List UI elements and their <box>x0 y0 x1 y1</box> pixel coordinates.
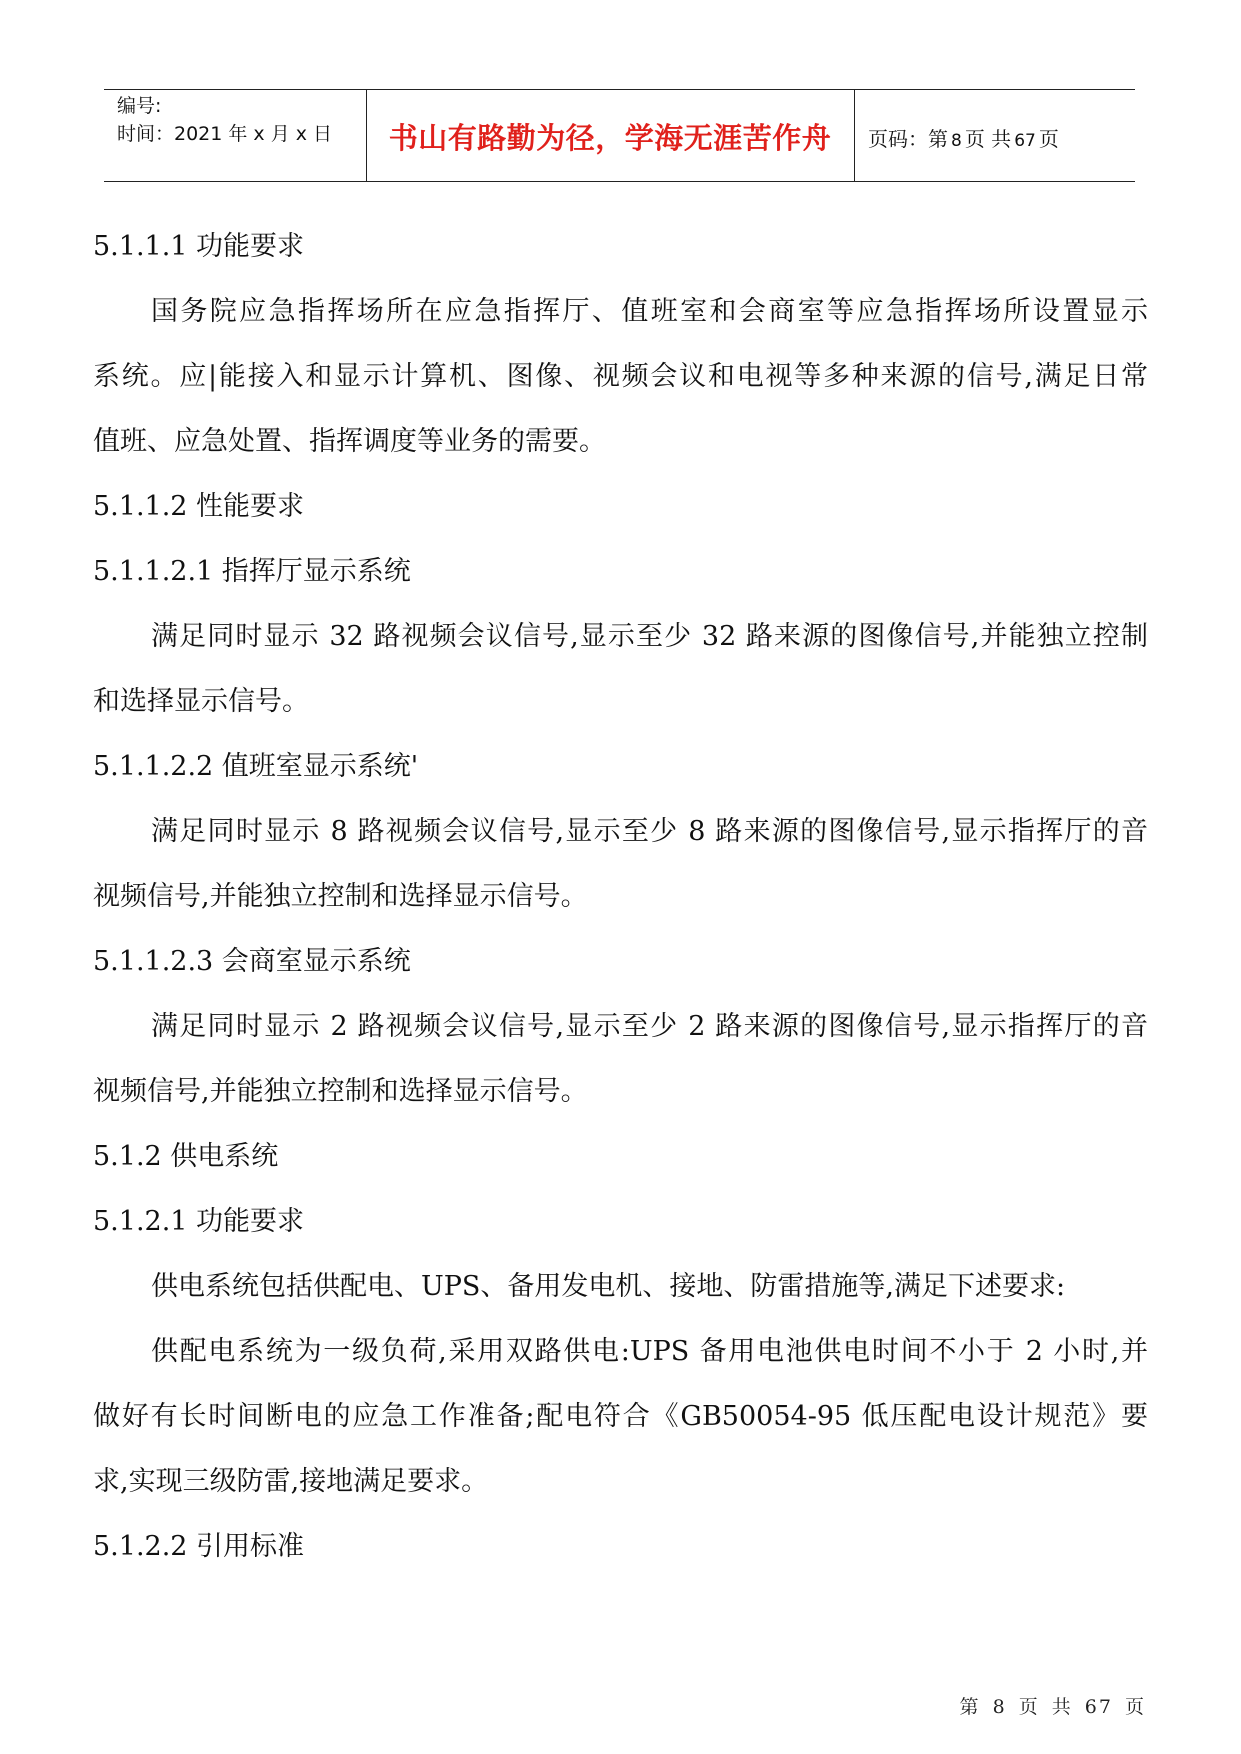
header-motto: 书山有路勤为径，学海无涯苦作舟 <box>388 121 832 155</box>
paragraph-line: 视频信号,并能独立控制和选择显示信号。 <box>93 1076 588 1107</box>
page-suffix: 页 <box>1038 127 1059 151</box>
paragraph-line: 做好有长时间断电的应急工作准备;配电符合《GB50054-95 低压配电设计规范》要 <box>93 1401 1148 1432</box>
header-meta <box>117 92 332 148</box>
page-prefix: 页码：第 <box>868 127 948 151</box>
paragraph-line: 求,实现三级防雷,接地满足要求。 <box>93 1466 489 1497</box>
header-top-rule <box>104 89 1135 90</box>
paragraph-line: 满足同时显示 2 路视频会议信号,显示至少 2 路来源的图像信号,显示指挥厅的音 <box>151 1011 1148 1042</box>
paragraph-line: 满足同时显示 32 路视频会议信号,显示至少 32 路来源的图像信号,并能独立控制 <box>151 621 1148 652</box>
paragraph-line: 满足同时显示 8 路视频会议信号,显示至少 8 路来源的图像信号,显示指挥厅的音 <box>151 816 1148 847</box>
page-mid: 页 共 <box>964 127 1012 151</box>
section-heading: 5.1.2.2 引用标准 <box>93 1531 305 1562</box>
header-bottom-rule <box>104 181 1135 182</box>
page-total: 67 <box>1014 131 1036 151</box>
paragraph-line: 值班、应急处置、指挥调度等业务的需要。 <box>93 426 606 457</box>
paragraph-line: 国务院应急指挥场所在应急指挥厅、值班室和会商室等应急指挥场所设置显示 <box>151 296 1148 327</box>
header-page-info <box>868 123 1059 152</box>
section-heading: 5.1.2 供电系统 <box>93 1141 279 1172</box>
time-label: 时间：2021 年 x 月 x 日 <box>117 123 333 145</box>
paragraph-line: 供电系统包括供配电、UPS、备用发电机、接地、防雷措施等,满足下述要求: <box>151 1271 1066 1302</box>
section-heading: 5.1.1.2.2 值班室显示系统' <box>93 751 419 782</box>
section-heading: 5.1.1.1 功能要求 <box>93 231 305 262</box>
paragraph-line: 视频信号,并能独立控制和选择显示信号。 <box>93 881 588 912</box>
paragraph-line: 和选择显示信号。 <box>93 686 309 717</box>
section-heading: 5.1.1.2 性能要求 <box>93 491 305 522</box>
document-body <box>93 214 1148 1579</box>
header-divider-right <box>854 89 855 181</box>
section-heading: 5.1.1.2.3 会商室显示系统 <box>93 946 411 977</box>
page-footer: 第 8 页 共 67 页 <box>959 1696 1146 1718</box>
serial-label: 编号: <box>117 95 162 117</box>
paragraph-line: 系统。应|能接入和显示计算机、图像、视频会议和电视等多种来源的信号,满足日常 <box>93 361 1148 392</box>
section-heading: 5.1.2.1 功能要求 <box>93 1206 305 1237</box>
page-number: 8 <box>951 131 962 151</box>
paragraph-line: 供配电系统为一级负荷,采用双路供电:UPS 备用电池供电时间不小于 2 小时,并 <box>151 1336 1148 1367</box>
section-heading: 5.1.1.2.1 指挥厅显示系统 <box>93 556 411 587</box>
